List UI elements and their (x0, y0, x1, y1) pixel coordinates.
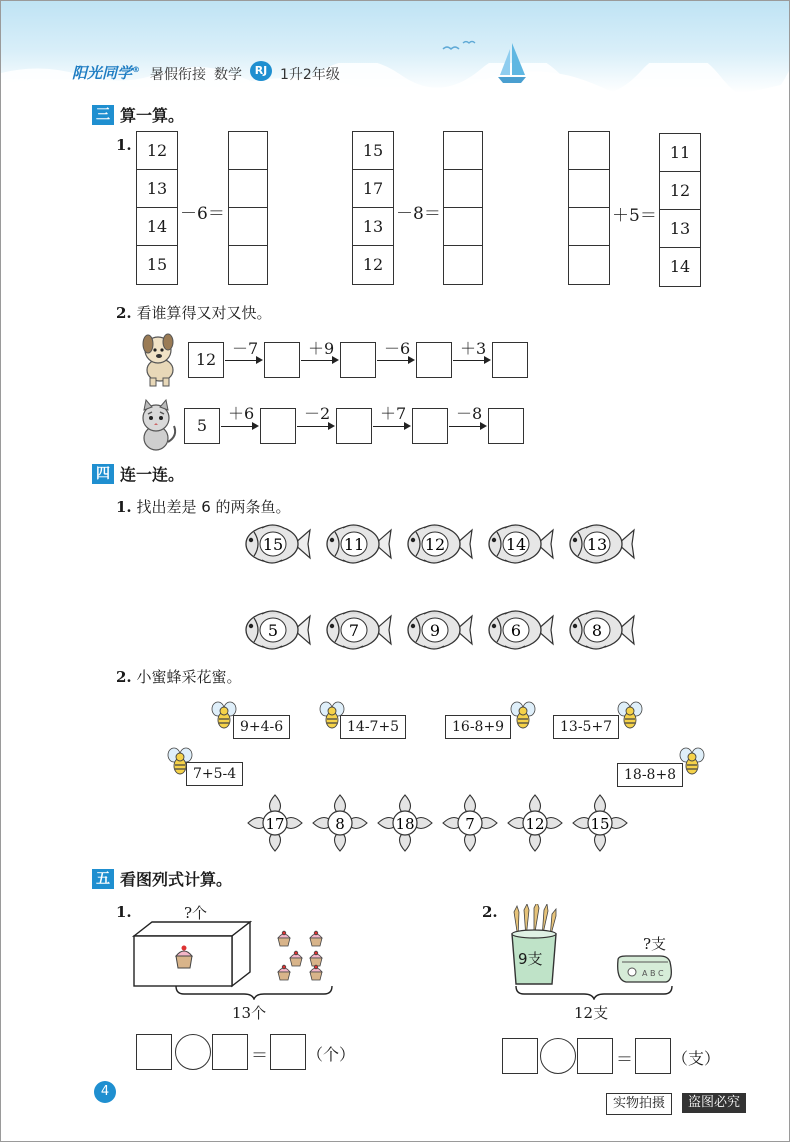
q2-total-label: 12支 (574, 1004, 609, 1022)
puppy-icon (132, 330, 182, 388)
svg-text:B: B (650, 969, 656, 978)
table-cell: 14 (669, 257, 691, 276)
equation-box[interactable] (502, 1038, 538, 1074)
answer-cell[interactable] (444, 208, 482, 246)
chain1-answer-box[interactable] (264, 342, 300, 378)
table-cell: 14 (137, 208, 177, 246)
flower-icon[interactable] (376, 793, 434, 853)
fish-icon[interactable] (323, 608, 393, 652)
chain1-start: 12 (188, 342, 224, 378)
pencil-cup-icon (506, 904, 562, 986)
equation-box[interactable] (270, 1034, 306, 1070)
fish-number: 12 (424, 535, 446, 554)
arrow (453, 360, 489, 361)
table-cell: 13 (660, 210, 700, 248)
fish-icon[interactable] (566, 608, 636, 652)
q1-unit: （个） (307, 1045, 356, 1064)
group2-operator: －8＝ (396, 204, 441, 224)
answer-cell[interactable] (444, 132, 482, 170)
chain1-op: ＋9 (308, 339, 335, 358)
kitten-icon (132, 398, 182, 454)
flower-icon[interactable] (506, 793, 564, 853)
group3-operator: ＋5＝ (612, 206, 657, 226)
table-cell: 12 (362, 255, 384, 274)
answer-cell[interactable] (229, 246, 267, 284)
chain1-answer-box[interactable] (340, 342, 376, 378)
table-cell: 12 (137, 132, 177, 170)
table-cell: 13 (137, 170, 177, 208)
q2-unit: （支） (672, 1049, 721, 1068)
chain2-start: 5 (184, 408, 220, 444)
cup-label: 9支 (518, 950, 543, 968)
bee-expression[interactable]: 18-8+8 (617, 763, 683, 787)
chain1-op: ＋3 (460, 339, 487, 358)
group1-input-column (136, 131, 178, 285)
flower-icon[interactable] (571, 793, 629, 853)
group3-answer-column (568, 131, 610, 285)
fish-number: 8 (591, 621, 603, 640)
table-cell: 15 (146, 255, 168, 274)
section-3-q1-label: 1. (116, 136, 132, 154)
answer-cell[interactable] (229, 132, 267, 170)
group2-input-column (352, 131, 394, 285)
bee-icon (509, 700, 537, 730)
box-with-cupcake (132, 918, 252, 988)
flower-icon[interactable] (441, 793, 499, 853)
fish-icon[interactable] (404, 608, 474, 652)
arrow (449, 426, 485, 427)
stamp-right: 盗图必究 (682, 1093, 746, 1113)
group1-answer-column (228, 131, 268, 285)
brand-logo: 阳光同学® (72, 64, 141, 82)
section-4-q2-prompt: 2. 小蜜蜂采花蜜。 (116, 668, 242, 686)
fish-number: 6 (510, 621, 522, 640)
flower-number: 15 (590, 815, 610, 833)
section-5-title: 看图列式计算。 (120, 870, 233, 889)
arrow (373, 426, 409, 427)
q1-total-label: 13个 (232, 1004, 267, 1022)
chain2-op: ＋6 (228, 404, 255, 423)
chain2-answer-box[interactable] (412, 408, 448, 444)
fish-icon[interactable] (404, 522, 474, 566)
bee-expression[interactable]: 13-5+7 (553, 715, 619, 739)
arrow (301, 360, 337, 361)
fish-icon[interactable] (566, 522, 636, 566)
table-cell: 11 (660, 134, 700, 172)
chain2-answer-box[interactable] (260, 408, 296, 444)
operator-circle[interactable] (540, 1038, 576, 1074)
bee-expression[interactable]: 9+4-6 (233, 715, 290, 739)
page-number: 4 (94, 1081, 116, 1103)
answer-cell[interactable] (569, 132, 609, 170)
bee-expression[interactable]: 7+5-4 (186, 762, 243, 786)
stamp-left: 实物拍摄 (606, 1093, 672, 1115)
bee-icon (318, 700, 346, 730)
flower-number: 8 (335, 815, 345, 833)
chain1-op: －6 (384, 339, 411, 358)
fish-icon[interactable] (242, 608, 312, 652)
chain2-op: －2 (304, 404, 331, 423)
arrow (225, 360, 261, 361)
equation-box[interactable] (635, 1038, 671, 1074)
group3-result-column (659, 133, 701, 287)
answer-cell[interactable] (229, 208, 267, 246)
answer-cell[interactable] (229, 170, 267, 208)
fish-number: 7 (348, 621, 360, 640)
total-brace (174, 984, 334, 1000)
answer-cell[interactable] (569, 208, 609, 246)
section-5-heading (92, 867, 232, 890)
cupcakes-icon (276, 928, 332, 984)
bee-icon (210, 700, 238, 730)
total-brace (514, 984, 674, 1000)
svg-text:C: C (658, 969, 664, 978)
chain2-op: －8 (456, 404, 483, 423)
fish-number: 13 (586, 535, 608, 554)
section-4-q1-prompt: 1. 找出差是 6 的两条鱼。 (116, 498, 291, 516)
answer-cell[interactable] (444, 170, 482, 208)
table-cell: 13 (353, 208, 393, 246)
edition-badge: RJ (250, 61, 272, 81)
chain2-op: ＋7 (380, 404, 407, 423)
fish-icon[interactable] (323, 522, 393, 566)
q1-unknown-label: ?个 (184, 904, 208, 922)
flower-number: 12 (525, 815, 545, 833)
equation-box[interactable] (577, 1038, 613, 1074)
answer-cell[interactable] (569, 170, 609, 208)
section-4-title: 连一连。 (120, 465, 185, 484)
chain2-answer-box[interactable] (488, 408, 524, 444)
table-cell: 17 (353, 170, 393, 208)
chain1-answer-box[interactable] (492, 342, 528, 378)
section-3-q2-prompt: 2. 看谁算得又对又快。 (116, 304, 272, 322)
q2-unknown-label: ?支 (643, 935, 667, 953)
fish-number: 5 (267, 621, 279, 640)
section-5-q2-label: 2. (482, 903, 498, 921)
bee-icon (616, 700, 644, 730)
answer-cell[interactable] (569, 246, 609, 284)
fish-number: 9 (429, 621, 441, 640)
flower-icon[interactable] (246, 793, 304, 853)
table-cell: 15 (353, 132, 393, 170)
header-series: 暑假衔接 (150, 67, 206, 83)
operator-circle[interactable] (175, 1034, 211, 1070)
chain1-op: －7 (232, 339, 259, 358)
chain2-answer-box[interactable] (336, 408, 372, 444)
arrow (297, 426, 333, 427)
section-3-badge: 三 (92, 105, 114, 125)
fish-number: 14 (505, 535, 527, 554)
fish-icon[interactable] (242, 522, 312, 566)
seagull-icon (441, 39, 481, 59)
arrow (377, 360, 413, 361)
bee-expression[interactable]: 14-7+5 (340, 715, 406, 739)
svg-text:A: A (642, 969, 648, 978)
equation-box[interactable] (136, 1034, 172, 1070)
flower-number: 17 (265, 815, 285, 833)
section-4-badge: 四 (92, 464, 114, 484)
fish-number: 11 (343, 535, 365, 554)
chain1-answer-box[interactable] (416, 342, 452, 378)
flower-number: 18 (395, 815, 415, 833)
section-3-heading (92, 103, 184, 126)
fish-number: 15 (262, 535, 284, 554)
header-grade: 1升2年级 (280, 67, 340, 83)
section-5-badge: 五 (92, 869, 114, 889)
section-4-heading (92, 462, 184, 485)
bee-icon (678, 746, 706, 776)
answer-cell[interactable] (444, 246, 482, 284)
fish-icon[interactable] (485, 608, 555, 652)
bee-expression[interactable]: 16-8+9 (445, 715, 511, 739)
header-subject: 数学 (214, 67, 242, 83)
section-5-q1-label: 1. (116, 903, 132, 921)
fish-icon[interactable] (485, 522, 555, 566)
group1-operator: －6＝ (180, 204, 225, 224)
group2-answer-column (443, 131, 483, 285)
flower-icon[interactable] (311, 793, 369, 853)
sailboat-icon (495, 41, 529, 87)
flower-number: 7 (465, 815, 475, 833)
bee-icon (166, 746, 194, 776)
arrow (221, 426, 257, 427)
section-3-title: 算一算。 (120, 106, 185, 125)
equals-sign: ＝ (616, 1050, 633, 1070)
equation-box[interactable] (212, 1034, 248, 1070)
pencil-case-icon (612, 952, 674, 986)
table-cell: 12 (660, 172, 700, 210)
equals-sign: ＝ (251, 1046, 268, 1066)
